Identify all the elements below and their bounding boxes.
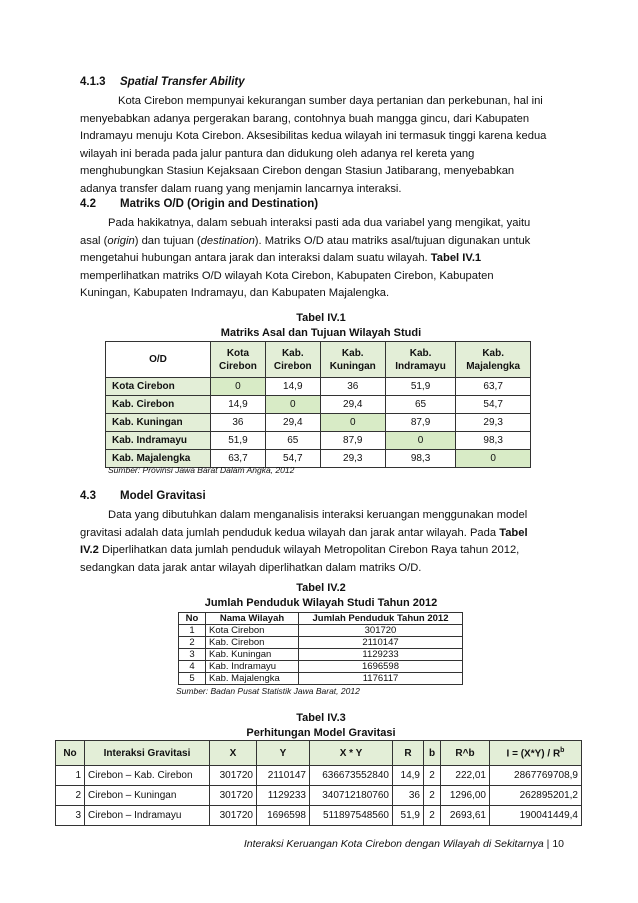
table-cell: 36 <box>211 414 266 432</box>
section-number: 4.2 <box>80 198 96 210</box>
paragraph-line: sedangkan data jarak antar wilayah diperlihatkan dalam matriks O/D. <box>80 561 422 574</box>
section-title: Model Gravitasi <box>120 490 206 502</box>
table-iv1-caption <box>80 311 562 341</box>
table-cell: 3 <box>56 806 85 826</box>
column-header: No <box>56 741 85 766</box>
table-cell: 14,9 <box>211 396 266 414</box>
table-cell: Kab. Indramayu <box>206 661 299 673</box>
column-header: Y <box>257 741 310 766</box>
paragraph-line: adanya transfer dalam ruang yang menjamin lancarnya interaksi. <box>80 182 402 195</box>
section-number: 4.3 <box>80 490 96 502</box>
table-cell: 0 <box>320 414 385 432</box>
table-cell: 29,3 <box>320 450 385 468</box>
table-cell: 14,9 <box>265 378 320 396</box>
table-cell: 2867769708,9 <box>490 766 582 786</box>
table-title: Jumlah Penduduk Wilayah Studi Tahun 2012 <box>204 597 438 609</box>
section-4-2-heading <box>80 198 318 210</box>
corner-cell: O/D <box>106 342 211 378</box>
table-cell: 2 <box>179 637 206 649</box>
row-label: Kab. Majalengka <box>106 450 211 468</box>
table-cell: 29,4 <box>320 396 385 414</box>
table-row <box>179 661 463 673</box>
column-header: X * Y <box>310 741 393 766</box>
table-cell: 87,9 <box>320 432 385 450</box>
column-header: Kota Cirebon <box>211 342 266 378</box>
table-cell: 0 <box>265 396 320 414</box>
page-number: 10 <box>552 838 564 850</box>
table-header-row <box>56 741 582 766</box>
paragraph-line: menyebabkan adanya pergerakan barang, contohnya buah mangga gincu, dari Kabupaten <box>80 112 530 125</box>
column-header: R <box>393 741 424 766</box>
table-cell: 65 <box>265 432 320 450</box>
table-cell: 4 <box>179 661 206 673</box>
table-cell: 63,7 <box>211 450 266 468</box>
table-title: Matriks Asal dan Tujuan Wilayah Studi <box>220 327 422 339</box>
column-header: Nama Wilayah <box>206 613 299 625</box>
table-cell: 87,9 <box>385 414 456 432</box>
table-number: Tabel IV.1 <box>296 312 346 324</box>
table-cell: 3 <box>179 649 206 661</box>
table-header-row <box>179 613 463 625</box>
table-cell: 98,3 <box>385 450 456 468</box>
table-cell: 51,9 <box>211 432 266 450</box>
table-cell: 5 <box>179 673 206 685</box>
table-row <box>179 625 463 637</box>
table-cell: 0 <box>385 432 456 450</box>
table-iv2-caption <box>80 581 562 611</box>
section-4-1-3-paragraph <box>80 93 562 199</box>
paragraph-line: mengetahui hubungan antara jarak dan interaksi dalam suatu wilayah. Tabel IV.1 <box>80 252 482 265</box>
table-cell: Cirebon – Indramayu <box>85 806 210 826</box>
table-row <box>179 637 463 649</box>
column-header: No <box>179 613 206 625</box>
table-row <box>56 806 582 826</box>
table-cell: 1696598 <box>299 661 463 673</box>
table-cell: 36 <box>393 786 424 806</box>
table-cell: 340712180760 <box>310 786 393 806</box>
section-4-3-heading <box>80 490 206 502</box>
column-header: Kab. Majalengka <box>456 342 531 378</box>
section-4-3-paragraph <box>80 507 562 577</box>
table-cell: 1176117 <box>299 673 463 685</box>
table-cell: 36 <box>320 378 385 396</box>
row-label: Kab. Kuningan <box>106 414 211 432</box>
table-cell: 14,9 <box>393 766 424 786</box>
paragraph-line: Indramayu menuju Kota Cirebon. Aksesibilitas kedua wilayah ini termasuk tinggi karena kedua <box>80 130 547 143</box>
table-cell: 29,4 <box>265 414 320 432</box>
table-cell: 2 <box>424 786 441 806</box>
paragraph-line: Kota Cirebon mempunyai kekurangan sumber daya pertanian dan perkebunan, hal ini <box>118 95 543 107</box>
gravity-model-table <box>55 740 582 826</box>
table-cell: 1 <box>56 766 85 786</box>
page-footer <box>244 838 564 850</box>
table-cell: 98,3 <box>456 432 531 450</box>
paragraph-line: Kuningan, Kabupaten Indramayu, dan Kabupaten Majalengka. <box>80 287 390 300</box>
table-number: Tabel IV.3 <box>296 712 346 724</box>
section-4-1-3-heading <box>80 76 245 88</box>
table-iv1-source: Sumber: Provinsi Jawa Barat Dalam Angka, 2012 <box>108 465 295 475</box>
table-cell: 511897548560 <box>310 806 393 826</box>
table-cell: Kab. Majalengka <box>206 673 299 685</box>
table-cell: 0 <box>211 378 266 396</box>
table-cell: 1129233 <box>257 786 310 806</box>
footer-text: Interaksi Keruangan Kota Cirebon dengan Wilayah di Sekitarnya <box>243 838 544 850</box>
paragraph-line: Pada hakikatnya, dalam sebuah interaksi pasti ada dua variabel yang mengikat, yaitu <box>108 217 531 229</box>
table-cell: 301720 <box>210 766 257 786</box>
table-row <box>106 414 531 432</box>
table-cell: Kab. Kuningan <box>206 649 299 661</box>
table-cell: 65 <box>385 396 456 414</box>
row-label: Kota Cirebon <box>106 378 211 396</box>
table-row <box>106 432 531 450</box>
table-cell: 636673552840 <box>310 766 393 786</box>
row-label: Kab. Indramayu <box>106 432 211 450</box>
table-cell: 1296,00 <box>441 786 490 806</box>
column-header: Jumlah Penduduk Tahun 2012 <box>299 613 463 625</box>
paragraph-line: menghubungkan Stasiun Kejaksaan Cirebon dengan Stasiun Jatibarang, menyebabkan <box>80 165 515 178</box>
paragraph-line: Data yang dibutuhkan dalam menganalisis interaksi keruangan menggunakan model <box>108 509 528 521</box>
paragraph-line: IV.2 Diperlihatkan data jumlah penduduk wilayah Metropolitan Cirebon Raya tahun 2012, <box>80 544 520 557</box>
paragraph-line: memperlihatkan matriks O/D wilayah Kota Cirebon, Kabupaten Cirebon, Kabupaten <box>80 269 494 282</box>
table-cell: 1 <box>179 625 206 637</box>
population-table <box>178 612 463 685</box>
row-label: Kab. Cirebon <box>106 396 211 414</box>
table-title: Perhitungan Model Gravitasi <box>246 727 396 739</box>
table-cell: 190041449,4 <box>490 806 582 826</box>
table-cell: 301720 <box>299 625 463 637</box>
table-row <box>106 378 531 396</box>
section-title: Spatial Transfer Ability <box>120 76 245 88</box>
section-4-2-paragraph <box>80 215 562 303</box>
table-cell: Kab. Cirebon <box>206 637 299 649</box>
column-header: Kab. Cirebon <box>265 342 320 378</box>
table-cell: Kota Cirebon <box>206 625 299 637</box>
column-header: $I = (X*Y) / R^b$ <box>490 741 582 766</box>
od-matrix-table <box>105 341 531 468</box>
table-row <box>179 649 463 661</box>
table-iv3-caption <box>80 711 562 741</box>
table-cell: 54,7 <box>265 450 320 468</box>
table-cell: 2110147 <box>299 637 463 649</box>
table-row <box>56 786 582 806</box>
table-row <box>56 766 582 786</box>
table-cell: 2693,61 <box>441 806 490 826</box>
table-cell: 51,9 <box>385 378 456 396</box>
table-header-row <box>106 342 531 378</box>
table-cell: 0 <box>456 450 531 468</box>
footer-separator: | <box>546 838 550 850</box>
column-header: X <box>210 741 257 766</box>
table-cell: 1129233 <box>299 649 463 661</box>
table-cell: 2 <box>424 806 441 826</box>
table-cell: 54,7 <box>456 396 531 414</box>
column-header: b <box>424 741 441 766</box>
table-cell: 63,7 <box>456 378 531 396</box>
table-cell: 1696598 <box>257 806 310 826</box>
paragraph-line: wilayah ini berada pada jalur pantura dan didukung oleh adanya rel kereta yang <box>80 147 475 160</box>
table-iv2-source: Sumber: Badan Pusat Statistik Jawa Barat, 2012 <box>176 686 360 696</box>
table-cell: 262895201,2 <box>490 786 582 806</box>
table-cell: 2 <box>424 766 441 786</box>
table-cell: 51,9 <box>393 806 424 826</box>
table-cell: 301720 <box>210 786 257 806</box>
table-number: Tabel IV.2 <box>296 582 346 594</box>
section-title: Matriks O/D (Origin and Destination) <box>120 198 319 210</box>
column-header: R^b <box>441 741 490 766</box>
column-header: Kab. Indramayu <box>385 342 456 378</box>
table-cell: 301720 <box>210 806 257 826</box>
column-header: Kab. Kuningan <box>320 342 385 378</box>
table-cell: Cirebon – Kab. Cirebon <box>85 766 210 786</box>
table-cell: 222,01 <box>441 766 490 786</box>
table-cell: 29,3 <box>456 414 531 432</box>
table-row <box>179 673 463 685</box>
table-row <box>106 396 531 414</box>
table-cell: 2 <box>56 786 85 806</box>
section-number: 4.1.3 <box>80 76 106 88</box>
table-cell: 2110147 <box>257 766 310 786</box>
paragraph-line: gravitasi adalah data jumlah penduduk kedua wilayah dan jarak antar wilayah. Pada Tabel <box>80 526 528 539</box>
paragraph-line: asal (origin) dan tujuan (destination). Matriks O/D atau matriks asal/tujuan digunakan untuk <box>80 234 531 247</box>
column-header: Interaksi Gravitasi <box>85 741 210 766</box>
table-cell: Cirebon – Kuningan <box>85 786 210 806</box>
